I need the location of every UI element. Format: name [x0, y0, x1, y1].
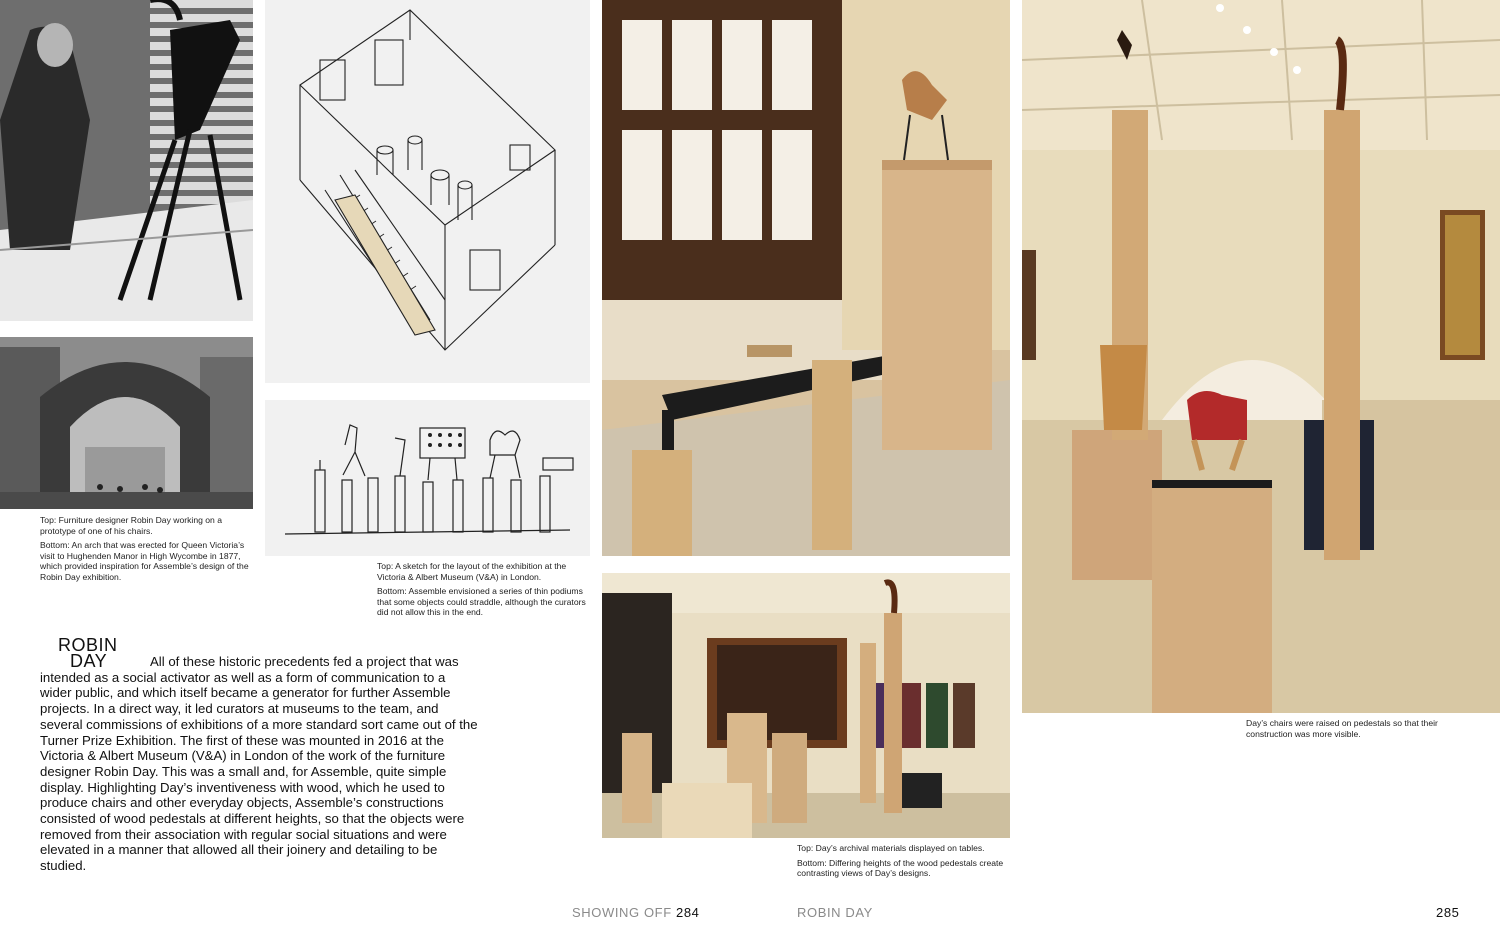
photo-robin-day-working: [0, 0, 253, 321]
caption-sketches: [377, 561, 592, 622]
caption-left-top: Top: Furniture designer Robin Day working on a prototype of one of his chairs.: [40, 515, 222, 536]
caption-middle-top: Top: Day’s archival materials displayed on tables.: [797, 843, 985, 853]
article-body-text: All of these historic precedents fed a project that was intended as a social activator as well as a form of communication to a wider public, and which itself became a generator for further Assemble projects. In a direct way, it led curators at museums to the team, and several commissions of exhibitions of a more standard sort came out of the Turner Prize Exhibition. The first of these was mounted in 2016 at the Victoria & Albert Museum (V&A) in London of the work of the furniture designer Robin Day. This was a small and, for Assemble, quite simple display. Highlighting Day’s inventiveness with wood, which he used to produce chairs and other everyday objects, Assemble’s constructions consisted of wood pedestals at different heights, so that the objects were removed from their association with regular social situations and were elevated in a manner that allowed all their joinery and detailing to be studied.: [40, 654, 478, 874]
section-heading-line2: DAY: [70, 651, 108, 671]
photo-chairs-on-pedestals: [1022, 0, 1500, 713]
running-head-left: SHOWING OFF: [572, 905, 672, 920]
folio-right-label: [797, 905, 873, 920]
photo-hughenden-arch: [0, 337, 253, 509]
photo-archival-tables: [602, 0, 1010, 556]
caption-middle: [797, 843, 1012, 883]
page-number-left: 284: [675, 905, 700, 920]
folio-right-number: [1436, 905, 1460, 920]
running-head-right: ROBIN DAY: [797, 905, 873, 920]
caption-sketch-bottom: Bottom: Assemble envisioned a series of thin podiums that some objects could straddle, although the curators did not allow this in the end.: [377, 586, 586, 618]
sketch-thin-podiums: [265, 400, 590, 556]
article-body: [40, 651, 480, 874]
caption-left: [40, 515, 250, 587]
caption-middle-bottom: Bottom: Differing heights of the wood pedestals create contrasting views of Day’s designs.: [797, 857, 1004, 879]
caption-left-bottom: Bottom: An arch that was erected for Queen Victoria’s visit to Hughenden Manor in High Wycombe in 1877, which provided inspiration for Assemble’s design of the Robin Day exhibition.: [40, 540, 249, 582]
photo-pedestal-heights: [602, 573, 1010, 838]
page-number-right: 285: [1436, 905, 1460, 920]
section-heading-line1: ROBIN: [58, 635, 118, 655]
folio-left: [572, 905, 699, 920]
caption-sketch-top: Top: A sketch for the layout of the exhibition at the Victoria & Albert Museum (V&A) in London.: [377, 561, 567, 582]
sketch-exhibition-layout: [265, 0, 590, 383]
caption-right: Day’s chairs were raised on pedestals so that their construction was more visible.: [1246, 718, 1438, 739]
